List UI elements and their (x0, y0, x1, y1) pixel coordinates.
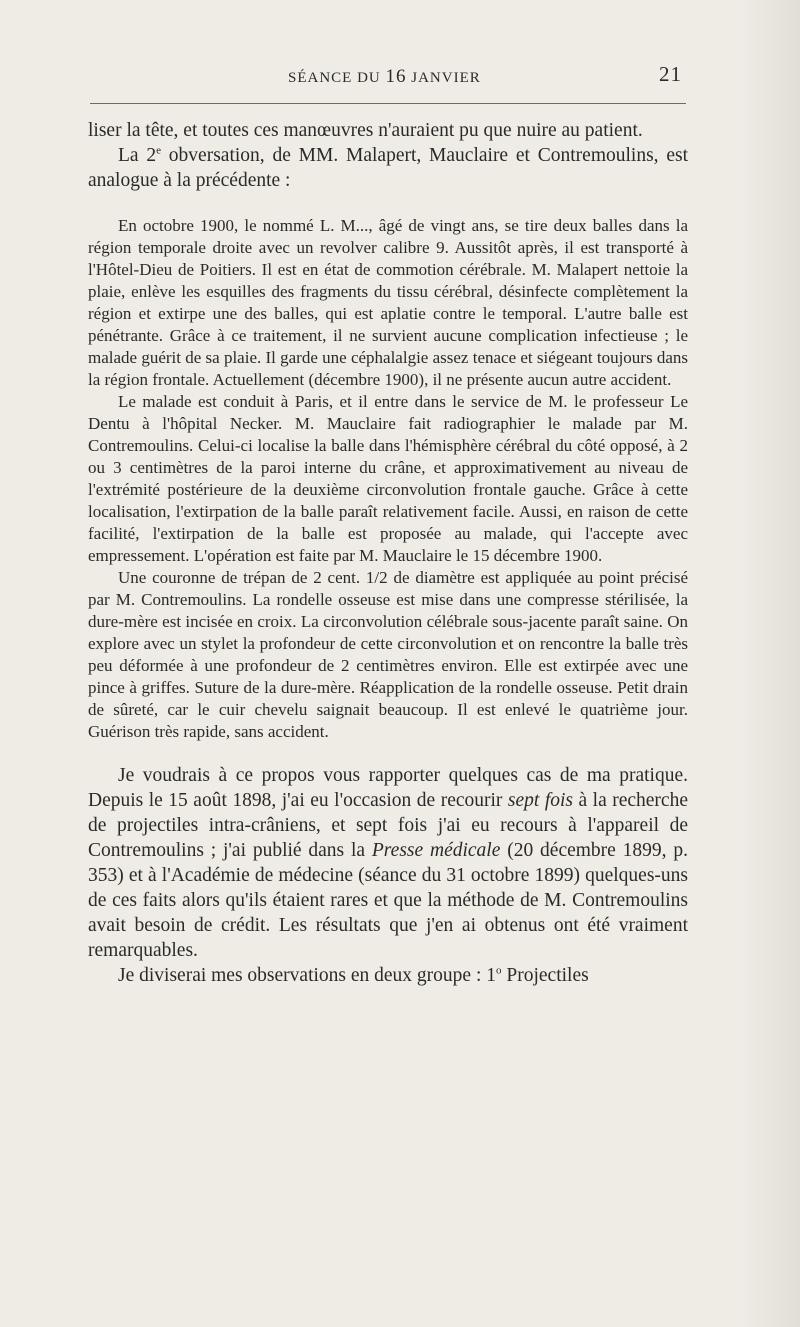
practice-text-a: Je voudrais à ce propos vous rapporter quelques cas de ma pratique. Depuis le 15 août 1898, j'ai eu l'occasion de recourir (88, 765, 688, 811)
groups-text-a: Je diviserai mes observations en deux groupe : 1 (118, 965, 496, 986)
running-head-month: JANVIER (406, 70, 481, 86)
page-body (88, 118, 688, 988)
page-header (88, 62, 686, 86)
intro-text-b: obversation, de MM. Malapert, Mauclaire et Contremoulins, est analogue à la précédente : (88, 145, 688, 191)
paragraph-practice (88, 763, 688, 963)
ordinal-superscript-groups: o (496, 964, 502, 977)
paragraph-operation: Une couronne de trépan de 2 cent. 1/2 de diamètre est appliquée au point précisé par M. Contremoulins. La rondelle osseuse est mise dans une compresse stérilisée, la dure-mère est incisée en croix. La circonvolution célébrale sous-jacente paraît saine. On explore avec un stylet la profondeur de cette circonvolution et on rencontre la balle très peu déformée à une profondeur de 2 centimètres environ. Elle est extirpée avec une pince à griffes. Suture de la dure-mère. Réapplication de la rondelle osseuse. Petit drain de sûreté, car le cuir chevelu saignait beaucoup. Il est enlevé le quatrième jour. Guérison très rapide, sans accident. (88, 568, 688, 741)
paragraph-observation-intro (88, 143, 688, 193)
intro-text-a: La 2 (118, 145, 157, 166)
ordinal-superscript: e (156, 144, 162, 157)
practice-text-c: (20 décembre 1899, p. 353) et à l'Académie de médecine (séance du 31 octobre 1899) quelques-uns de ces faits alors qu'ils étaient rares et que la méthode de M. Contremoulins avait besoin de crédit. Les résultats que j'en ai obtenus ont été vraiment remarquables. (88, 840, 688, 961)
running-head (288, 66, 481, 88)
running-head-prefix: SÉANCE DU (288, 70, 386, 86)
practice-text-b: à la recherche de projectiles intra-crâniens, et sept fois j'ai eu recours à l'appareil de Contremoulins ; j'ai publié dans la (88, 790, 688, 861)
page-number: 21 (659, 62, 682, 86)
practice-emphasis-sept-fois: sept fois (507, 790, 573, 811)
header-rule (90, 103, 686, 104)
running-head-date: 16 (385, 66, 407, 87)
practice-emphasis-presse: Presse médicale (371, 840, 501, 861)
paragraph-groups (88, 963, 688, 988)
paragraph-continuation: liser la tête, et toutes ces manœuvres n'auraient pu que nuire au patient. (88, 120, 643, 141)
paragraph-radiography: Le malade est conduit à Paris, et il entre dans le service de M. le professeur Le Dentu à l'hôpital Necker. M. Mauclaire fait radiographier le malade par M. Contremoulins. Celui-ci localise la balle dans l'hémisphère cérébral du côté opposé, à 2 ou 3 centimètres de la paroi interne du crâne, et approximativement au niveau de l'extrémité postérieure de la deuxième circonvolution frontale gauche. Grâce à cette localisation, l'extirpation de la balle paraît relativement facile. Aussi, en raison de cette facilité, l'extirpation de la balle est proposée au malade, qui l'accepte avec empressement. L'opération est faite par M. Mauclaire le 15 décembre 1900. (88, 392, 688, 565)
paragraph-case-history: En octobre 1900, le nommé L. M..., âgé de vingt ans, se tire deux balles dans la région temporale droite avec un revolver calibre 9. Aussitôt après, il est transporté à l'Hôtel-Dieu de Poitiers. Il est en état de commotion cérébrale. M. Malapert nettoie la plaie, enlève les esquilles des fragments du tissu cérébral, désinfecte complètement la région et extirpe une des balles, qui est aplatie contre le temporal. L'autre balle est pénétrante. Grâce à ce traitement, il ne survient aucune complication infectieuse ; le malade guérit de sa plaie. Il garde une céphalalgie assez tenace et siégeant toujours dans la région frontale. Actuellement (décembre 1900), il ne présente aucun autre accident. (88, 216, 688, 389)
page-edge-shading (740, 0, 800, 1327)
groups-text-b: Projectiles (501, 965, 589, 986)
